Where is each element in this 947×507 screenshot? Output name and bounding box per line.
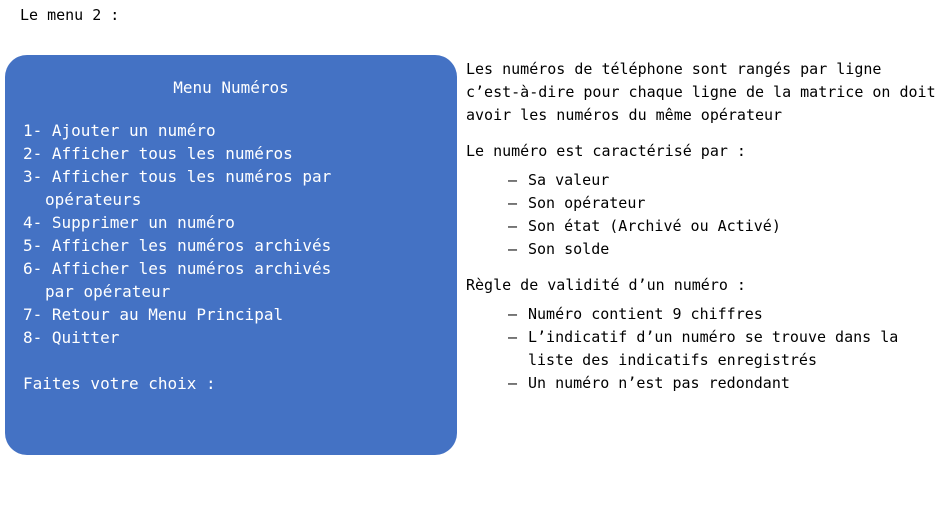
characteristic-label: Son opérateur <box>528 194 646 212</box>
characteristic-label: Son état (Archivé ou Activé) <box>528 217 781 235</box>
list-item <box>466 169 936 192</box>
list-item <box>466 303 936 326</box>
characteristic-label: Son solde <box>528 240 610 258</box>
list-item[interactable] <box>23 326 439 349</box>
list-item[interactable] <box>23 303 439 326</box>
list-item <box>466 238 936 261</box>
rule-label: Un numéro n’est pas redondant <box>528 374 790 392</box>
menu-item-label: 2- Afficher tous les numéros <box>23 144 293 163</box>
menu-item-label: 7- Retour au Menu Principal <box>23 305 284 324</box>
menu-options-list <box>23 119 439 349</box>
description-paragraph-2: Le numéro est caractérisé par : <box>466 142 746 160</box>
characteristic-label: Sa valeur <box>528 171 610 189</box>
bullet-dash-icon: – <box>508 194 518 212</box>
characteristics-list <box>466 169 936 261</box>
menu-item-label: 4- Supprimer un numéro <box>23 213 235 232</box>
menu-item-label: 5- Afficher les numéros archivés <box>23 236 332 255</box>
description-paragraph-3: Règle de validité d’un numéro : <box>466 276 746 294</box>
intro-text: Le menu 2 : <box>20 6 120 24</box>
list-item <box>466 372 936 395</box>
menu-item-label: 1- Ajouter un numéro <box>23 121 216 140</box>
rules-list <box>466 303 936 395</box>
list-item[interactable] <box>23 257 439 303</box>
bullet-dash-icon: – <box>508 217 518 235</box>
list-item[interactable] <box>23 119 439 142</box>
list-item[interactable] <box>23 211 439 234</box>
menu-item-label-cont: par opérateur <box>45 282 171 301</box>
bullet-dash-icon: – <box>508 171 518 189</box>
rule-label: L’indicatif d’un numéro se trouve dans la liste des indicatifs enregistrés <box>528 328 908 369</box>
list-item <box>466 215 936 238</box>
bullet-dash-icon: – <box>508 305 518 323</box>
rule-label: Numéro contient 9 chiffres <box>528 305 763 323</box>
menu-item-label: 6- Afficher les numéros archivés <box>23 259 332 278</box>
list-item <box>466 326 936 372</box>
bullet-dash-icon: – <box>508 240 518 258</box>
menu-item-label: 3- Afficher tous les numéros par <box>23 167 332 186</box>
list-item <box>466 192 936 215</box>
bullet-dash-icon: – <box>508 328 518 346</box>
description-paragraph-1: Les numéros de téléphone sont rangés par ligne c’est-à-dire pour chaque ligne de la matrice on doit avoir les numéros du même opérateur <box>466 60 945 124</box>
menu-item-label-cont: opérateurs <box>45 190 142 209</box>
list-item[interactable] <box>23 142 439 165</box>
list-item[interactable] <box>23 234 439 257</box>
menu-panel <box>5 55 457 455</box>
menu-title: Menu Numéros <box>173 78 289 97</box>
list-item[interactable] <box>23 165 439 211</box>
menu-item-label: 8- Quitter <box>23 328 120 347</box>
menu-prompt: Faites votre choix : <box>23 374 216 393</box>
description-column <box>466 58 945 408</box>
bullet-dash-icon: – <box>508 374 518 392</box>
